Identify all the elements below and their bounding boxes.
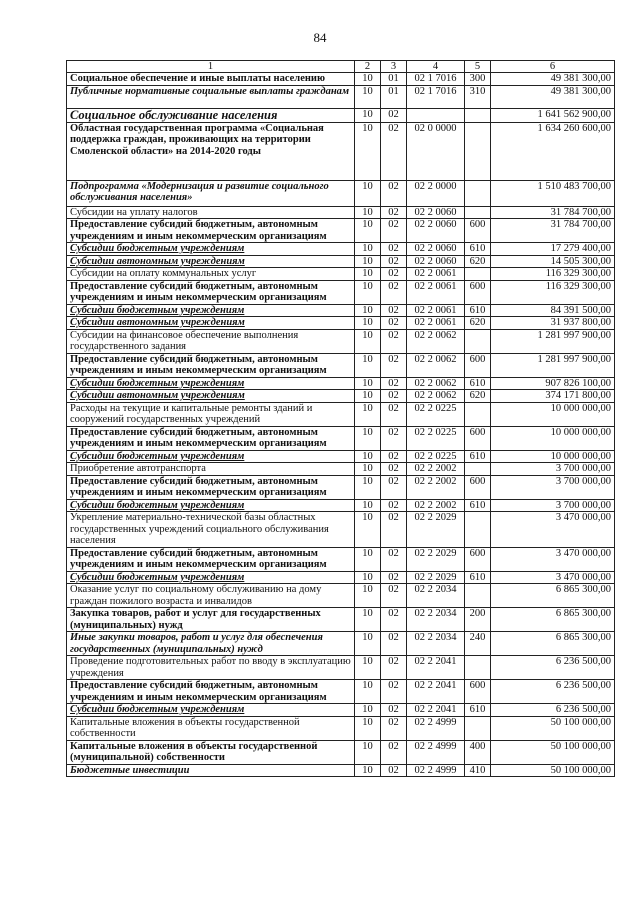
row-section: 10 — [355, 243, 381, 256]
row-amount: 50 100 000,00 — [491, 764, 615, 777]
table-row — [67, 85, 615, 108]
row-subsection: 02 — [381, 512, 407, 548]
row-name: Областная государственная программа «Социальная поддержка граждан, проживающих на территории Смоленской области» на 2014-2020 годы — [67, 122, 355, 180]
row-article-code: 02 2 0061 — [407, 268, 465, 281]
table-row — [67, 219, 615, 243]
row-amount: 84 391 500,00 — [491, 304, 615, 317]
row-subsection: 02 — [381, 353, 407, 377]
row-amount: 116 329 300,00 — [491, 268, 615, 281]
table-row — [67, 402, 615, 426]
row-amount: 3 700 000,00 — [491, 499, 615, 512]
row-expense-type: 300 — [465, 73, 491, 86]
table-row — [67, 475, 615, 499]
row-subsection: 02 — [381, 571, 407, 584]
row-amount: 6 236 500,00 — [491, 680, 615, 704]
row-section: 10 — [355, 377, 381, 390]
row-section: 10 — [355, 85, 381, 108]
table-row — [67, 390, 615, 403]
header-cell: 5 — [465, 61, 491, 73]
table-row — [67, 512, 615, 548]
row-expense-type: 600 — [465, 353, 491, 377]
row-article-code: 02 2 0061 — [407, 280, 465, 304]
table-row — [67, 180, 615, 206]
row-section: 10 — [355, 547, 381, 571]
row-amount: 6 236 500,00 — [491, 704, 615, 717]
row-subsection: 02 — [381, 475, 407, 499]
row-subsection: 02 — [381, 280, 407, 304]
row-name: Субсидии на финансовое обеспечение выполнения государственного задания — [67, 329, 355, 353]
row-subsection: 02 — [381, 377, 407, 390]
row-name: Субсидии на уплату налогов — [67, 206, 355, 219]
row-article-code: 02 2 0061 — [407, 317, 465, 330]
row-subsection: 02 — [381, 450, 407, 463]
row-amount: 49 381 300,00 — [491, 73, 615, 86]
row-amount: 374 171 800,00 — [491, 390, 615, 403]
table-row — [67, 317, 615, 330]
table-row — [67, 764, 615, 777]
table-row — [67, 608, 615, 632]
row-section: 10 — [355, 317, 381, 330]
row-name: Подпрограмма «Модернизация и развитие социального обслуживания населения» — [67, 180, 355, 206]
row-subsection: 02 — [381, 680, 407, 704]
row-subsection: 02 — [381, 243, 407, 256]
row-expense-type: 620 — [465, 390, 491, 403]
table-row — [67, 377, 615, 390]
row-amount: 116 329 300,00 — [491, 280, 615, 304]
row-article-code: 02 2 0225 — [407, 450, 465, 463]
row-article-code: 02 2 2029 — [407, 512, 465, 548]
row-section: 10 — [355, 764, 381, 777]
row-article-code: 02 1 7016 — [407, 73, 465, 86]
row-name: Субсидии бюджетным учреждениям — [67, 499, 355, 512]
row-expense-type: 410 — [465, 764, 491, 777]
row-article-code: 02 2 0062 — [407, 353, 465, 377]
row-name: Укрепление материально-технической базы областных государственных учреждений социального обслуживания населения — [67, 512, 355, 548]
row-subsection: 02 — [381, 329, 407, 353]
row-name: Проведение подготовительных работ по вводу в эксплуатацию учреждения — [67, 656, 355, 680]
row-name: Субсидии бюджетным учреждениям — [67, 304, 355, 317]
table-row — [67, 740, 615, 764]
row-expense-type: 610 — [465, 499, 491, 512]
row-name: Расходы на текущие и капитальные ремонты зданий и сооружений государственных учреждений — [67, 402, 355, 426]
row-article-code: 02 2 2034 — [407, 632, 465, 656]
row-subsection: 02 — [381, 499, 407, 512]
row-name: Субсидии бюджетным учреждениям — [67, 450, 355, 463]
table-row — [67, 547, 615, 571]
row-amount: 3 470 000,00 — [491, 547, 615, 571]
row-subsection: 02 — [381, 317, 407, 330]
row-expense-type — [465, 463, 491, 476]
header-cell: 3 — [381, 61, 407, 73]
row-article-code: 02 2 0062 — [407, 390, 465, 403]
row-name: Субсидии автономным учреждениям — [67, 255, 355, 268]
row-amount: 31 784 700,00 — [491, 206, 615, 219]
row-amount: 10 000 000,00 — [491, 402, 615, 426]
row-section: 10 — [355, 608, 381, 632]
row-name: Субсидии автономным учреждениям — [67, 390, 355, 403]
row-amount: 1 634 260 600,00 — [491, 122, 615, 180]
row-expense-type — [465, 108, 491, 122]
row-amount: 31 784 700,00 — [491, 219, 615, 243]
row-article-code: 02 2 2002 — [407, 475, 465, 499]
row-section: 10 — [355, 656, 381, 680]
row-expense-type: 600 — [465, 426, 491, 450]
row-name: Субсидии бюджетным учреждениям — [67, 377, 355, 390]
row-expense-type: 600 — [465, 219, 491, 243]
row-subsection: 02 — [381, 255, 407, 268]
row-amount: 6 865 300,00 — [491, 632, 615, 656]
row-article-code: 02 2 0000 — [407, 180, 465, 206]
row-amount: 907 826 100,00 — [491, 377, 615, 390]
row-expense-type — [465, 206, 491, 219]
table-row — [67, 280, 615, 304]
row-amount: 1 641 562 900,00 — [491, 108, 615, 122]
row-amount: 3 470 000,00 — [491, 512, 615, 548]
row-section: 10 — [355, 353, 381, 377]
row-article-code: 02 2 2041 — [407, 680, 465, 704]
row-amount: 3 470 000,00 — [491, 571, 615, 584]
row-subsection: 02 — [381, 764, 407, 777]
row-subsection: 02 — [381, 740, 407, 764]
row-expense-type — [465, 402, 491, 426]
row-expense-type: 600 — [465, 680, 491, 704]
table-row — [67, 108, 615, 122]
row-name: Бюджетные инвестиции — [67, 764, 355, 777]
header-cell: 6 — [491, 61, 615, 73]
row-name: Субсидии на оплату коммунальных услуг — [67, 268, 355, 281]
row-article-code: 02 2 0060 — [407, 255, 465, 268]
row-name: Предоставление субсидий бюджетным, автономным учреждениям и иным некоммерческим организациям — [67, 280, 355, 304]
row-expense-type — [465, 180, 491, 206]
row-subsection: 02 — [381, 704, 407, 717]
row-article-code: 02 2 2034 — [407, 608, 465, 632]
row-article-code: 02 2 0060 — [407, 219, 465, 243]
row-amount: 31 937 800,00 — [491, 317, 615, 330]
row-name: Публичные нормативные социальные выплаты гражданам — [67, 85, 355, 108]
row-section: 10 — [355, 180, 381, 206]
row-article-code: 02 2 2002 — [407, 463, 465, 476]
row-expense-type: 310 — [465, 85, 491, 108]
row-expense-type: 610 — [465, 304, 491, 317]
row-section: 10 — [355, 280, 381, 304]
row-section: 10 — [355, 390, 381, 403]
row-name: Субсидии автономным учреждениям — [67, 317, 355, 330]
row-subsection: 02 — [381, 402, 407, 426]
row-article-code: 02 2 4999 — [407, 716, 465, 740]
row-name: Субсидии бюджетным учреждениям — [67, 704, 355, 717]
row-section: 10 — [355, 268, 381, 281]
row-amount: 1 510 483 700,00 — [491, 180, 615, 206]
header-cell: 1 — [67, 61, 355, 73]
row-article-code: 02 2 0061 — [407, 304, 465, 317]
row-subsection: 02 — [381, 547, 407, 571]
row-name: Иные закупки товаров, работ и услуг для обеспечения государственных (муниципальных) нужд — [67, 632, 355, 656]
row-amount: 6 236 500,00 — [491, 656, 615, 680]
row-section: 10 — [355, 108, 381, 122]
row-name: Социальное обслуживание населения — [67, 108, 355, 122]
row-article-code: 02 2 0225 — [407, 426, 465, 450]
row-section: 10 — [355, 329, 381, 353]
row-amount: 50 100 000,00 — [491, 740, 615, 764]
row-expense-type: 600 — [465, 475, 491, 499]
row-name: Предоставление субсидий бюджетным, автономным учреждениям и иным некоммерческим организациям — [67, 353, 355, 377]
row-subsection: 02 — [381, 268, 407, 281]
row-expense-type: 610 — [465, 377, 491, 390]
row-name: Субсидии бюджетным учреждениям — [67, 571, 355, 584]
row-section: 10 — [355, 73, 381, 86]
row-expense-type: 200 — [465, 608, 491, 632]
row-article-code: 02 2 2029 — [407, 571, 465, 584]
row-section: 10 — [355, 704, 381, 717]
table-row — [67, 450, 615, 463]
row-section: 10 — [355, 584, 381, 608]
table-row — [67, 426, 615, 450]
row-subsection: 02 — [381, 304, 407, 317]
row-section: 10 — [355, 512, 381, 548]
row-section: 10 — [355, 255, 381, 268]
row-expense-type: 240 — [465, 632, 491, 656]
row-subsection: 02 — [381, 632, 407, 656]
row-expense-type — [465, 268, 491, 281]
table-row — [67, 243, 615, 256]
row-subsection: 02 — [381, 180, 407, 206]
row-expense-type: 610 — [465, 243, 491, 256]
row-expense-type — [465, 584, 491, 608]
row-article-code: 02 2 2041 — [407, 704, 465, 717]
row-name: Социальное обеспечение и иные выплаты населению — [67, 73, 355, 86]
row-amount: 6 865 300,00 — [491, 608, 615, 632]
row-name: Оказание услуг по социальному обслуживанию на дому граждан пожилого возраста и инвалидов — [67, 584, 355, 608]
row-expense-type: 610 — [465, 450, 491, 463]
row-subsection: 02 — [381, 206, 407, 219]
row-subsection: 01 — [381, 73, 407, 86]
row-name: Предоставление субсидий бюджетным, автономным учреждениям и иным некоммерческим организациям — [67, 219, 355, 243]
row-section: 10 — [355, 304, 381, 317]
table-row — [67, 463, 615, 476]
row-expense-type: 620 — [465, 317, 491, 330]
table-row — [67, 499, 615, 512]
row-subsection: 02 — [381, 463, 407, 476]
row-section: 10 — [355, 740, 381, 764]
row-subsection: 02 — [381, 584, 407, 608]
row-expense-type — [465, 716, 491, 740]
row-amount: 10 000 000,00 — [491, 450, 615, 463]
row-section: 10 — [355, 402, 381, 426]
row-amount: 49 381 300,00 — [491, 85, 615, 108]
table-row — [67, 73, 615, 86]
row-expense-type: 600 — [465, 547, 491, 571]
budget-table — [66, 60, 615, 777]
row-amount: 50 100 000,00 — [491, 716, 615, 740]
row-expense-type: 610 — [465, 571, 491, 584]
row-article-code: 02 2 2034 — [407, 584, 465, 608]
row-section: 10 — [355, 463, 381, 476]
row-section: 10 — [355, 219, 381, 243]
row-section: 10 — [355, 206, 381, 219]
row-amount: 1 281 997 900,00 — [491, 329, 615, 353]
table-row — [67, 571, 615, 584]
row-name: Закупка товаров, работ и услуг для государственных (муниципальных) нужд — [67, 608, 355, 632]
row-amount: 3 700 000,00 — [491, 463, 615, 476]
row-amount: 1 281 997 900,00 — [491, 353, 615, 377]
table-row — [67, 716, 615, 740]
table-row — [67, 632, 615, 656]
table-row — [67, 268, 615, 281]
row-expense-type — [465, 122, 491, 180]
row-amount: 14 505 300,00 — [491, 255, 615, 268]
table-row — [67, 329, 615, 353]
row-article-code: 02 2 0062 — [407, 329, 465, 353]
table-row — [67, 304, 615, 317]
row-article-code: 02 2 0060 — [407, 243, 465, 256]
row-expense-type: 620 — [465, 255, 491, 268]
row-expense-type — [465, 512, 491, 548]
table-row — [67, 680, 615, 704]
row-section: 10 — [355, 426, 381, 450]
row-subsection: 02 — [381, 390, 407, 403]
row-name: Приобретение автотранспорта — [67, 463, 355, 476]
row-article-code: 02 1 7016 — [407, 85, 465, 108]
page-number: 84 — [313, 30, 327, 45]
row-subsection: 02 — [381, 219, 407, 243]
row-name: Субсидии бюджетным учреждениям — [67, 243, 355, 256]
table-row — [67, 656, 615, 680]
row-expense-type: 600 — [465, 280, 491, 304]
row-article-code: 02 2 2041 — [407, 656, 465, 680]
row-expense-type — [465, 329, 491, 353]
row-name: Предоставление субсидий бюджетным, автономным учреждениям и иным некоммерческим организациям — [67, 426, 355, 450]
row-section: 10 — [355, 475, 381, 499]
row-article-code: 02 2 2029 — [407, 547, 465, 571]
row-section: 10 — [355, 571, 381, 584]
row-name: Предоставление субсидий бюджетным, автономным учреждениям и иным некоммерческим организациям — [67, 547, 355, 571]
row-article-code — [407, 108, 465, 122]
header-cell: 4 — [407, 61, 465, 73]
row-subsection: 02 — [381, 108, 407, 122]
row-amount: 6 865 300,00 — [491, 584, 615, 608]
row-amount: 17 279 400,00 — [491, 243, 615, 256]
row-subsection: 01 — [381, 85, 407, 108]
table-row — [67, 255, 615, 268]
table-row — [67, 122, 615, 180]
row-subsection: 02 — [381, 608, 407, 632]
row-expense-type — [465, 656, 491, 680]
row-section: 10 — [355, 632, 381, 656]
row-subsection: 02 — [381, 122, 407, 180]
row-section: 10 — [355, 680, 381, 704]
header-cell: 2 — [355, 61, 381, 73]
row-subsection: 02 — [381, 716, 407, 740]
row-expense-type: 400 — [465, 740, 491, 764]
row-subsection: 02 — [381, 656, 407, 680]
row-article-code: 02 2 2002 — [407, 499, 465, 512]
table-row — [67, 206, 615, 219]
row-article-code: 02 2 0062 — [407, 377, 465, 390]
row-article-code: 02 0 0000 — [407, 122, 465, 180]
row-subsection: 02 — [381, 426, 407, 450]
header-row — [67, 61, 615, 73]
row-name: Предоставление субсидий бюджетным, автономным учреждениям и иным некоммерческим организациям — [67, 475, 355, 499]
row-article-code: 02 2 4999 — [407, 740, 465, 764]
row-section: 10 — [355, 122, 381, 180]
row-section: 10 — [355, 716, 381, 740]
row-article-code: 02 2 0225 — [407, 402, 465, 426]
row-section: 10 — [355, 499, 381, 512]
table-row — [67, 353, 615, 377]
row-article-code: 02 2 0060 — [407, 206, 465, 219]
table-row — [67, 584, 615, 608]
row-amount: 3 700 000,00 — [491, 475, 615, 499]
row-amount: 10 000 000,00 — [491, 426, 615, 450]
row-article-code: 02 2 4999 — [407, 764, 465, 777]
row-name: Капитальные вложения в объекты государственной (муниципальной) собственности — [67, 740, 355, 764]
row-name: Предоставление субсидий бюджетным, автономным учреждениям и иным некоммерческим организациям — [67, 680, 355, 704]
row-name: Капитальные вложения в объекты государственной собственности — [67, 716, 355, 740]
table-row — [67, 704, 615, 717]
row-section: 10 — [355, 450, 381, 463]
row-expense-type: 610 — [465, 704, 491, 717]
